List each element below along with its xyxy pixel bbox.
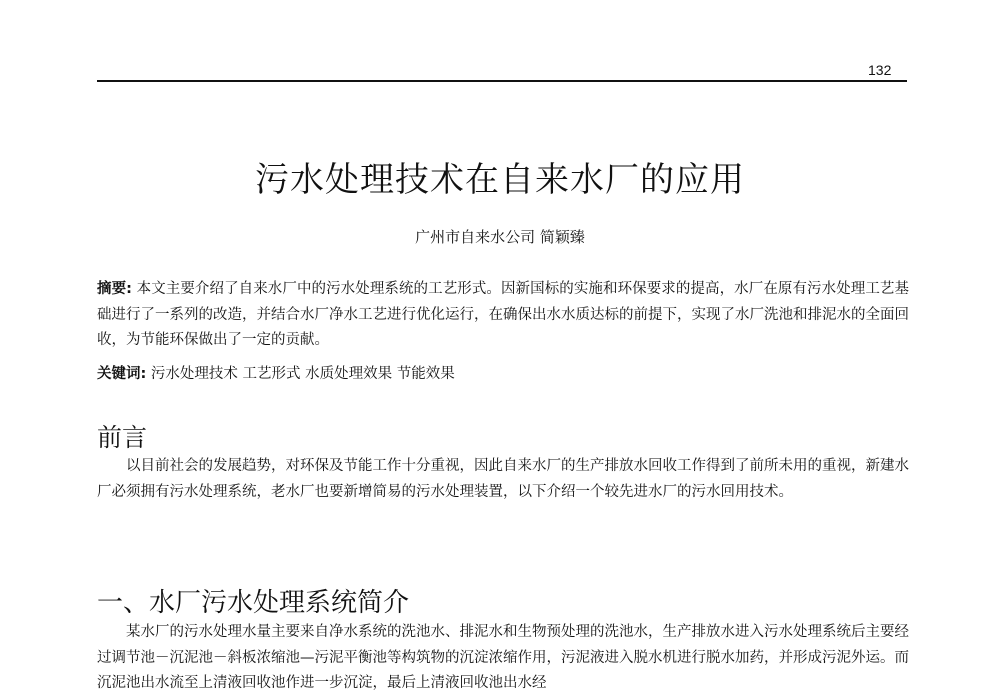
section1-heading: 一、水厂污水处理系统简介	[97, 588, 410, 618]
abstract	[97, 277, 909, 354]
abstract-text: 本文主要介绍了自来水厂中的污水处理系统的工艺形式。因新国标的实施和环保要求的提高，水厂在原有污水处理工艺基础进行了一系列的改造，并结合水厂净水工艺进行优化运行，在确保出水水质达标的前提下，实现了水厂洗池和排泥水的全面回收，为节能环保做出了一定的贡献。	[97, 281, 909, 348]
section1-paragraph: 某水厂的污水处理水量主要来自净水系统的洗池水、排泥水和生物预处理的洗池水，生产排放水进入污水处理系统后主要经过调节池－沉泥池－斜板浓缩池—污泥平衡池等构筑物的沉淀浓缩作用，污泥液进入脱水机进行脱水加药，并形成污泥外运。而沉泥池出水流至上清液回收池作进一步沉淀，最后上清液回收池出水经	[97, 624, 909, 691]
abstract-label: 摘要:	[97, 281, 132, 297]
intro-heading: 前言	[97, 423, 148, 452]
header-rule	[97, 80, 907, 82]
keywords-text: 污水处理技术 工艺形式 水质处理效果 节能效果	[146, 366, 455, 382]
page-number: 132	[868, 62, 892, 78]
author-line: 广州市自来水公司 简颖臻	[415, 228, 585, 246]
keywords	[97, 362, 909, 388]
keywords-label: 关键词:	[97, 366, 147, 382]
paper-title: 污水处理技术在自来水厂的应用	[255, 160, 745, 200]
intro-paragraph: 以目前社会的发展趋势，对环保及节能工作十分重视，因此自来水厂的生产排放水回收工作得到了前所未用的重视，新建水厂必须拥有污水处理系统，老水厂也要新增简易的污水处理装置，以下介绍一个较先进水厂的污水回用技术。	[97, 458, 909, 500]
